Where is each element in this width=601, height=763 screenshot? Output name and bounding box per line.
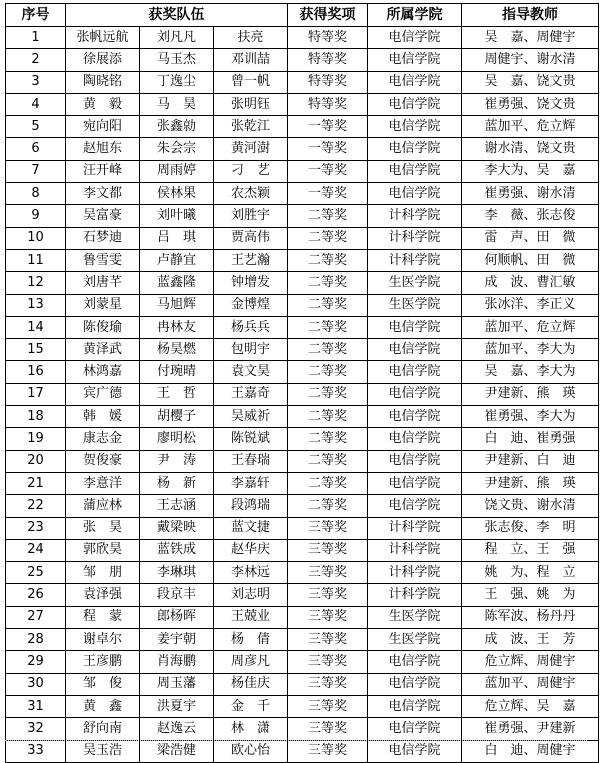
cell-member-1: 贺俊豪 (66, 450, 140, 472)
cell-award: 特等奖 (288, 49, 368, 71)
cell-advisor: 雷 声、田 微 (462, 227, 599, 249)
cell-college: 电信学院 (368, 740, 462, 762)
cell-advisor: 尹建新、白 迪 (462, 450, 599, 472)
cell-member-3: 赵华庆 (214, 539, 288, 561)
cell-member-2: 侯林果 (140, 183, 214, 205)
cell-college: 电信学院 (368, 495, 462, 517)
cell-no: 22 (6, 495, 66, 517)
cell-member-1: 赵旭东 (66, 138, 140, 160)
cell-award: 三等奖 (288, 673, 368, 695)
cell-member-2: 朱会宗 (140, 138, 214, 160)
cell-no: 5 (6, 116, 66, 138)
cell-college: 电信学院 (368, 472, 462, 494)
cell-member-3: 包明宇 (214, 339, 288, 361)
cell-award: 三等奖 (288, 539, 368, 561)
cell-member-3: 黄河澍 (214, 138, 288, 160)
cell-member-1: 黄 鑫 (66, 695, 140, 717)
table-row (6, 695, 599, 717)
cell-award: 特等奖 (288, 27, 368, 49)
cell-advisor: 成 波、王 芳 (462, 629, 599, 651)
cell-member-3: 李嘉轩 (214, 472, 288, 494)
cell-member-3: 扶亮 (214, 27, 288, 49)
cell-college: 电信学院 (368, 339, 462, 361)
cell-member-1: 谢卓尔 (66, 629, 140, 651)
cell-award: 二等奖 (288, 472, 368, 494)
cell-member-3: 欧心怡 (214, 740, 288, 762)
table-row (6, 49, 599, 71)
cell-member-3: 刘志明 (214, 584, 288, 606)
cell-college: 电信学院 (368, 695, 462, 717)
cell-member-1: 陈俊瑜 (66, 316, 140, 338)
cell-member-3: 杨 倩 (214, 629, 288, 651)
table-row (6, 361, 599, 383)
cell-member-2: 付琬晴 (140, 361, 214, 383)
cell-advisor: 崔勇强、谢水清 (462, 183, 599, 205)
cell-member-1: 邹 朋 (66, 562, 140, 584)
cell-award: 一等奖 (288, 138, 368, 160)
cell-member-3: 金 千 (214, 695, 288, 717)
cell-no: 20 (6, 450, 66, 472)
cell-member-2: 张鑫勍 (140, 116, 214, 138)
cell-advisor: 蓝加平、危立辉 (462, 316, 599, 338)
cell-member-1: 林鸿嘉 (66, 361, 140, 383)
table-row (6, 562, 599, 584)
cell-member-1: 康志金 (66, 428, 140, 450)
cell-advisor: 吴 嘉、李大为 (462, 361, 599, 383)
cell-member-2: 王 哲 (140, 383, 214, 405)
cell-member-3: 张明钰 (214, 93, 288, 115)
table-row (6, 227, 599, 249)
cell-college: 生医学院 (368, 629, 462, 651)
cell-member-2: 周玉藩 (140, 673, 214, 695)
cell-advisor: 饶文贵、谢水清 (462, 495, 599, 517)
cell-advisor: 蓝加平、李大为 (462, 339, 599, 361)
cell-award: 二等奖 (288, 339, 368, 361)
cell-advisor: 成 波、曹汇敏 (462, 272, 599, 294)
cell-advisor: 蓝加平、危立辉 (462, 116, 599, 138)
table-row (6, 138, 599, 160)
cell-college: 电信学院 (368, 718, 462, 740)
header-award: 获得奖项 (288, 4, 368, 27)
cell-member-1: 李文都 (66, 183, 140, 205)
table-body (6, 27, 599, 763)
cell-member-3: 杨兵兵 (214, 316, 288, 338)
cell-member-3: 段鸿瑞 (214, 495, 288, 517)
cell-member-1: 黄 毅 (66, 93, 140, 115)
cell-advisor: 白 迪、周健宇 (462, 740, 599, 762)
cell-college: 生医学院 (368, 272, 462, 294)
cell-college: 计科学院 (368, 562, 462, 584)
cell-member-3: 贾高伟 (214, 227, 288, 249)
cell-member-1: 李意洋 (66, 472, 140, 494)
cell-college: 计科学院 (368, 249, 462, 271)
table-row (6, 495, 599, 517)
cell-award: 二等奖 (288, 428, 368, 450)
cell-advisor: 姚 为、程 立 (462, 562, 599, 584)
cell-no: 7 (6, 160, 66, 182)
cell-member-2: 姜宇朝 (140, 629, 214, 651)
cell-no: 24 (6, 539, 66, 561)
table-row (6, 383, 599, 405)
table-row (6, 517, 599, 539)
cell-advisor: 周健宇、谢水清 (462, 49, 599, 71)
table-row (6, 629, 599, 651)
cell-award: 二等奖 (288, 227, 368, 249)
cell-award: 二等奖 (288, 495, 368, 517)
awards-table (5, 3, 599, 763)
cell-member-1: 宾广德 (66, 383, 140, 405)
table-row (6, 651, 599, 673)
cell-member-1: 张帆远航 (66, 27, 140, 49)
cell-member-1: 袁泽强 (66, 584, 140, 606)
cell-college: 电信学院 (368, 183, 462, 205)
cell-advisor: 吴 嘉、饶文贵 (462, 71, 599, 93)
cell-award: 二等奖 (288, 316, 368, 338)
cell-member-2: 肖海鹏 (140, 651, 214, 673)
cell-college: 电信学院 (368, 361, 462, 383)
cell-college: 电信学院 (368, 116, 462, 138)
cell-no: 17 (6, 383, 66, 405)
cell-no: 25 (6, 562, 66, 584)
cell-college: 计科学院 (368, 584, 462, 606)
cell-member-3: 金博煌 (214, 294, 288, 316)
cell-college: 电信学院 (368, 428, 462, 450)
cell-no: 21 (6, 472, 66, 494)
cell-member-2: 刘凡凡 (140, 27, 214, 49)
table-row (6, 316, 599, 338)
cell-no: 14 (6, 316, 66, 338)
cell-award: 特等奖 (288, 71, 368, 93)
cell-member-2: 丁逸尘 (140, 71, 214, 93)
cell-no: 3 (6, 71, 66, 93)
cell-member-3: 邓训喆 (214, 49, 288, 71)
cell-member-2: 蓝鑫隆 (140, 272, 214, 294)
cell-member-2: 廖明松 (140, 428, 214, 450)
cell-member-1: 张 昊 (66, 517, 140, 539)
cell-member-2: 周雨婷 (140, 160, 214, 182)
table-row (6, 406, 599, 428)
table-row (6, 673, 599, 695)
cell-member-2: 马玉杰 (140, 49, 214, 71)
cell-member-2: 尹 涛 (140, 450, 214, 472)
cell-award: 三等奖 (288, 651, 368, 673)
cell-member-1: 汪开峰 (66, 160, 140, 182)
cell-advisor: 何顺帆、田 微 (462, 249, 599, 271)
cell-no: 13 (6, 294, 66, 316)
cell-no: 11 (6, 249, 66, 271)
cell-no: 1 (6, 27, 66, 49)
cell-member-3: 王兢业 (214, 606, 288, 628)
cell-no: 12 (6, 272, 66, 294)
cell-award: 二等奖 (288, 294, 368, 316)
cell-advisor: 危立辉、周健宇 (462, 651, 599, 673)
cell-member-3: 蓝文捷 (214, 517, 288, 539)
cell-college: 电信学院 (368, 93, 462, 115)
cell-member-1: 刘唐芊 (66, 272, 140, 294)
cell-award: 二等奖 (288, 383, 368, 405)
cell-advisor: 崔勇强、尹建新 (462, 718, 599, 740)
cell-member-2: 马 昊 (140, 93, 214, 115)
cell-award: 二等奖 (288, 450, 368, 472)
table-row (6, 294, 599, 316)
cell-college: 计科学院 (368, 227, 462, 249)
cell-award: 三等奖 (288, 584, 368, 606)
cell-no: 4 (6, 93, 66, 115)
cell-no: 2 (6, 49, 66, 71)
cell-member-3: 刁 艺 (214, 160, 288, 182)
cell-no: 29 (6, 651, 66, 673)
cell-member-1: 吴玉浩 (66, 740, 140, 762)
cell-member-1: 黄泽武 (66, 339, 140, 361)
cell-member-3: 王嘉奇 (214, 383, 288, 405)
cell-member-2: 梁浩健 (140, 740, 214, 762)
table-row (6, 249, 599, 271)
cell-no: 9 (6, 205, 66, 227)
table-row (6, 584, 599, 606)
cell-advisor: 李 薇、张志俊 (462, 205, 599, 227)
table-row (6, 93, 599, 115)
cell-advisor: 谢水清、饶文贵 (462, 138, 599, 160)
cell-award: 二等奖 (288, 361, 368, 383)
cell-college: 电信学院 (368, 383, 462, 405)
cell-member-3: 张乾江 (214, 116, 288, 138)
table-row (6, 472, 599, 494)
cell-advisor: 崔勇强、饶文贵 (462, 93, 599, 115)
cell-no: 28 (6, 629, 66, 651)
cell-member-3: 周彦凡 (214, 651, 288, 673)
cell-no: 18 (6, 406, 66, 428)
table-row (6, 71, 599, 93)
cell-member-3: 刘胜宇 (214, 205, 288, 227)
table-row (6, 160, 599, 182)
cell-college: 计科学院 (368, 539, 462, 561)
cell-member-2: 郎杨晖 (140, 606, 214, 628)
cell-award: 三等奖 (288, 562, 368, 584)
cell-award: 三等奖 (288, 629, 368, 651)
cell-no: 10 (6, 227, 66, 249)
cell-no: 31 (6, 695, 66, 717)
cell-member-2: 蓝铁成 (140, 539, 214, 561)
cell-member-1: 舒向南 (66, 718, 140, 740)
table-row (6, 450, 599, 472)
cell-member-3: 陈锐斌 (214, 428, 288, 450)
cell-member-3: 杨佳庆 (214, 673, 288, 695)
cell-member-3: 袁文昊 (214, 361, 288, 383)
cell-member-1: 王彦鹏 (66, 651, 140, 673)
cell-college: 电信学院 (368, 71, 462, 93)
cell-member-3: 李林远 (214, 562, 288, 584)
cell-award: 三等奖 (288, 517, 368, 539)
cell-award: 三等奖 (288, 695, 368, 717)
cell-college: 电信学院 (368, 49, 462, 71)
cell-member-2: 洪夏宇 (140, 695, 214, 717)
cell-member-1: 吴富豪 (66, 205, 140, 227)
cell-advisor: 崔勇强、李大为 (462, 406, 599, 428)
cell-member-2: 马旭辉 (140, 294, 214, 316)
cell-member-1: 蒲应林 (66, 495, 140, 517)
table-row (6, 428, 599, 450)
cell-member-1: 石梦迪 (66, 227, 140, 249)
cell-member-2: 卢静宜 (140, 249, 214, 271)
header-advisor: 指导教师 (462, 4, 599, 27)
cell-no: 19 (6, 428, 66, 450)
cell-college: 电信学院 (368, 138, 462, 160)
cell-award: 三等奖 (288, 718, 368, 740)
cell-member-3: 王艺瀚 (214, 249, 288, 271)
cell-award: 特等奖 (288, 93, 368, 115)
cell-member-3: 林 潇 (214, 718, 288, 740)
cell-award: 三等奖 (288, 606, 368, 628)
cell-member-1: 徐展添 (66, 49, 140, 71)
cell-no: 26 (6, 584, 66, 606)
cell-member-2: 王志涵 (140, 495, 214, 517)
cell-college: 计科学院 (368, 517, 462, 539)
cell-member-3: 钟增发 (214, 272, 288, 294)
table-row (6, 27, 599, 49)
cell-college: 电信学院 (368, 316, 462, 338)
cell-member-1: 鲁雪雯 (66, 249, 140, 271)
cell-award: 二等奖 (288, 249, 368, 271)
table-row (6, 606, 599, 628)
cell-member-1: 宛向阳 (66, 116, 140, 138)
table-row (6, 539, 599, 561)
cell-college: 电信学院 (368, 27, 462, 49)
cell-college: 电信学院 (368, 450, 462, 472)
cell-member-2: 杨昊燃 (140, 339, 214, 361)
cell-advisor: 吴 嘉、周健宇 (462, 27, 599, 49)
cell-no: 16 (6, 361, 66, 383)
table-row (6, 339, 599, 361)
cell-college: 计科学院 (368, 205, 462, 227)
cell-no: 8 (6, 183, 66, 205)
cell-award: 二等奖 (288, 406, 368, 428)
cell-award: 二等奖 (288, 272, 368, 294)
cell-member-2: 吕 琪 (140, 227, 214, 249)
cell-advisor: 陈军波、杨丹丹 (462, 606, 599, 628)
table-row (6, 116, 599, 138)
cell-award: 二等奖 (288, 205, 368, 227)
table-row (6, 183, 599, 205)
header-row (6, 4, 599, 27)
cell-advisor: 王 强、姚 为 (462, 584, 599, 606)
cell-member-1: 韩 媛 (66, 406, 140, 428)
cell-award: 三等奖 (288, 740, 368, 762)
cell-no: 15 (6, 339, 66, 361)
cell-college: 生医学院 (368, 606, 462, 628)
cell-no: 23 (6, 517, 66, 539)
cell-member-2: 戴梁映 (140, 517, 214, 539)
cell-college: 生医学院 (368, 294, 462, 316)
cell-college: 电信学院 (368, 160, 462, 182)
cell-member-1: 程 蒙 (66, 606, 140, 628)
cell-advisor: 白 迪、崔勇强 (462, 428, 599, 450)
cell-member-3: 农杰颖 (214, 183, 288, 205)
cell-member-3: 吴威祈 (214, 406, 288, 428)
cell-member-2: 赵逸云 (140, 718, 214, 740)
cell-college: 电信学院 (368, 673, 462, 695)
table-row (6, 205, 599, 227)
cell-no: 6 (6, 138, 66, 160)
header-team: 获奖队伍 (66, 4, 288, 27)
table-row (6, 740, 599, 762)
cell-member-2: 段京丰 (140, 584, 214, 606)
table-row (6, 272, 599, 294)
header-no: 序号 (6, 4, 66, 27)
cell-no: 27 (6, 606, 66, 628)
cell-advisor: 蓝加平、周健宇 (462, 673, 599, 695)
cell-member-1: 郭欣昊 (66, 539, 140, 561)
cell-member-2: 冉林友 (140, 316, 214, 338)
cell-no: 33 (6, 740, 66, 762)
table-row (6, 718, 599, 740)
cell-member-2: 胡樱子 (140, 406, 214, 428)
cell-advisor: 尹建新、熊 瑛 (462, 472, 599, 494)
cell-award: 一等奖 (288, 116, 368, 138)
cell-award: 一等奖 (288, 183, 368, 205)
cell-college: 电信学院 (368, 651, 462, 673)
page-edge (5, 740, 587, 741)
cell-college: 电信学院 (368, 406, 462, 428)
cell-member-1: 陶晓铭 (66, 71, 140, 93)
cell-no: 30 (6, 673, 66, 695)
header-college: 所属学院 (368, 4, 462, 27)
cell-advisor: 李大为、吴 嘉 (462, 160, 599, 182)
cell-advisor: 尹建新、熊 瑛 (462, 383, 599, 405)
cell-member-2: 李琳琪 (140, 562, 214, 584)
cell-member-1: 邹 俊 (66, 673, 140, 695)
cell-member-3: 王春瑞 (214, 450, 288, 472)
cell-member-1: 刘蒙星 (66, 294, 140, 316)
cell-no: 32 (6, 718, 66, 740)
cell-advisor: 危立辉、吴 嘉 (462, 695, 599, 717)
cell-member-2: 刘叶曦 (140, 205, 214, 227)
cell-member-3: 曾一帆 (214, 71, 288, 93)
cell-advisor: 张冰洋、李正义 (462, 294, 599, 316)
cell-award: 一等奖 (288, 160, 368, 182)
cell-member-2: 杨 新 (140, 472, 214, 494)
cell-advisor: 程 立、王 强 (462, 539, 599, 561)
cell-advisor: 张志俊、李 明 (462, 517, 599, 539)
